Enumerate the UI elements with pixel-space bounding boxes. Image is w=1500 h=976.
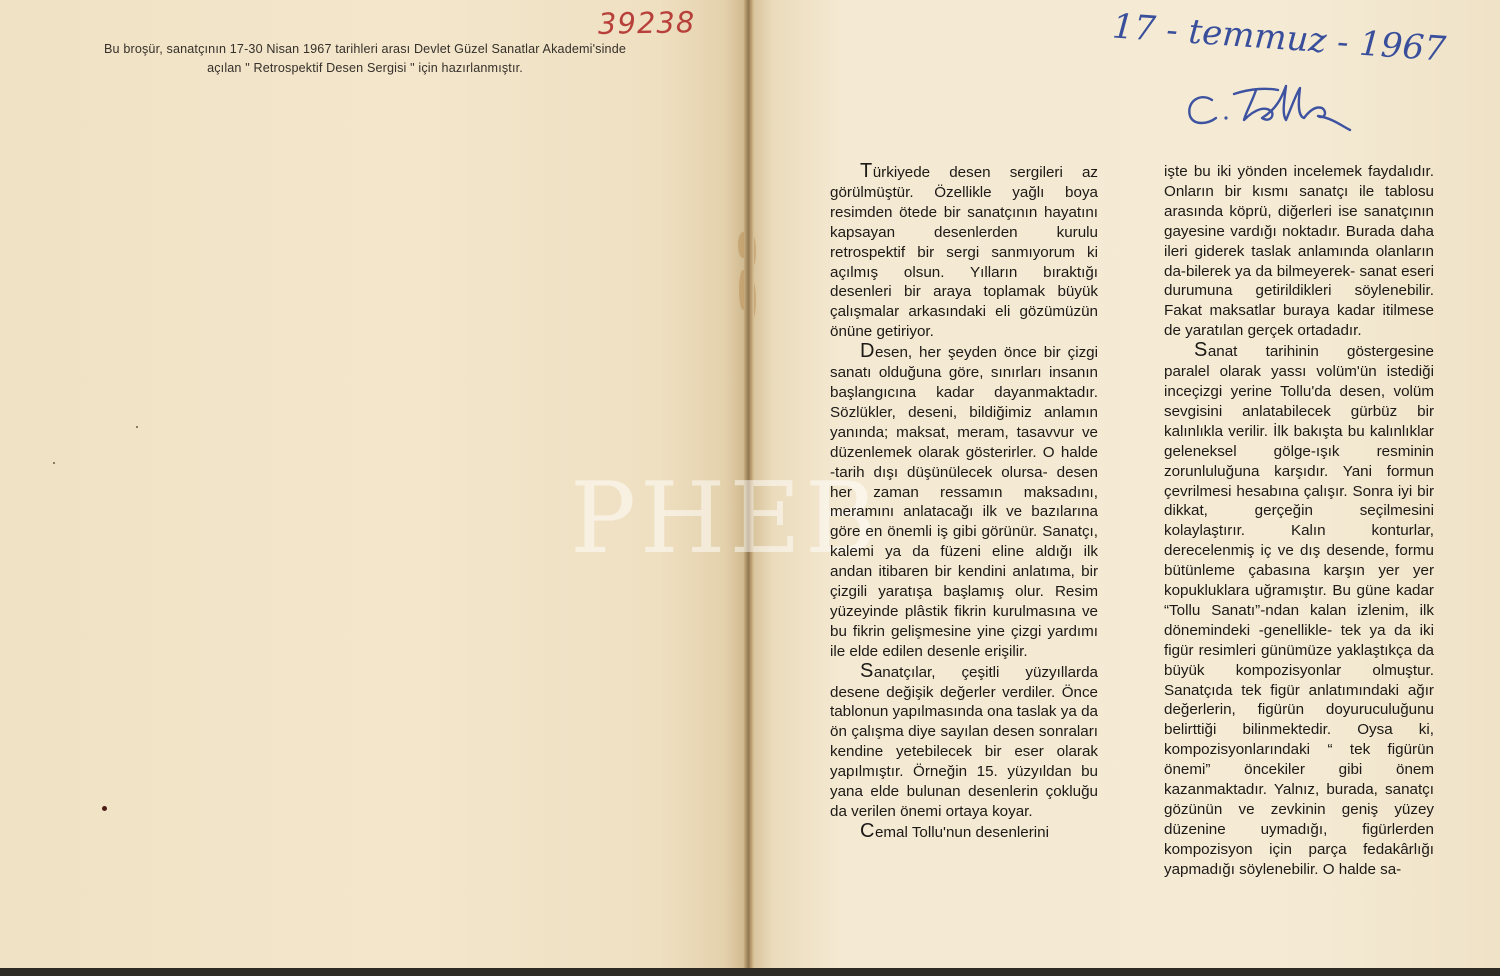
text-column-2 <box>1164 162 1434 880</box>
paragraph-text: ürkiyede desen sergileri az görülmüştür. Özellikle yağlı boya resimden ötede bir sanatçının hayatını kapsayan desenlerden kurulu retrospektif bir sergi sanmıyorum ki açılmış olsun. Yılların bıraktığı desenleri bir araya toplamak büyük çalışmalar arkasındaki eli gözümüzün önüne getiriyor. <box>830 164 1098 341</box>
book-gutter <box>744 0 754 976</box>
drop-initial: C <box>860 819 875 842</box>
brochure-note-line: açılan " Retrospektif Desen Sergisi " için hazırlanmıştır. <box>207 61 523 75</box>
paragraph <box>830 659 1098 822</box>
watermark: PHEB <box>570 462 881 576</box>
paragraph <box>830 342 1098 662</box>
scan-bottom-edge <box>0 968 1500 976</box>
catalog-number: 39238 <box>597 5 696 41</box>
ink-speck <box>136 426 138 428</box>
drop-initial: T <box>860 160 873 182</box>
drop-initial: D <box>860 340 875 363</box>
handwritten-signature-icon <box>1182 78 1354 134</box>
text-column-1 <box>830 162 1098 843</box>
drop-initial: S <box>860 659 874 682</box>
brochure-note <box>40 40 690 78</box>
paragraph-text: anatçılar, çeşitli yüzyıllarda desene değişik değerler verdiler. Önce tablonun yapılmasında ona taslak ya da ön çalışma diye sayılan desen sonraları kendine yetebilecek bir eser olarak yapılmıştır. Örneğin 15. yüzyıldan bu yana elde bulunan desenlerin çokluğu da verilen önemi ortaya koyar. <box>830 663 1098 820</box>
drop-initial: S <box>1194 339 1208 362</box>
left-page <box>0 0 748 970</box>
paragraph <box>1164 162 1434 341</box>
brochure-note-line: Bu broşür, sanatçının 17-30 Nisan 1967 tarihleri arası Devlet Güzel Sanatlar Akademi'sinde <box>103 42 627 56</box>
paragraph <box>830 819 1098 843</box>
handwritten-date: 17 - temmuz - 1967 <box>1111 6 1448 70</box>
paragraph <box>1164 341 1434 879</box>
paragraph-text: işte bu iki yönden incelemek faydalıdır. Onların bir kısmı sanatçı ile tablosu arasında köprü, diğerleri ise sanatçının gayesine vardığı noktadır. Burada daha ileri giderek taslak anlamında olanların da-bilerek ya da bilmeyerek- sanat eseri durumuna getirildikleri söylenebilir. Fakat maksatlar buraya kadar itilmese de yaratılan gerçek ortadadır. <box>1164 163 1434 340</box>
paragraph-text: emal Tollu'nun desenlerini <box>874 823 1049 841</box>
paragraph <box>830 162 1098 342</box>
paragraph-text: esen, her şeyden önce bir çizgi sanatı olduğuna göre, sınırları insanın başlangıcına kadar dayanmaktadır. Sözlükler, deseni, bildiğimiz anlamın yanında; maksat, meram, tasavvur ve düzenlemek olarak gösterirler. O halde -tarih dışı düşünülecek olursa- desen her zaman ressamın maksadını, meramını anlatacağı ilk ve bazılarına göre en önemli iş gibi görünür. Sanatçı, kalemi ya da füzeni eline aldığı ilk andan itibaren bir kendini anlatıma, bir çizgili yaratışa başlamış olur. Resim yüzeyinde plâstik fikrin kurulmasına ve bu fikrin gelişmesine yine çizgi yardımı ile elde edilen desenle erişilir. <box>830 344 1098 660</box>
paragraph-text: anat tarihinin göstergesine paralel olarak yassı volüm'ün istediği inceçizgi yerine Tollu'da desen, volüm sevgisini anlatabilecek gürbüz bir kalınlıkla verilir. İlk bakışta bu kalınlıklar geleneksel gölge-ışık resminin zorunluluğuna karşıdır. Yani formun çevrilmesi hesabına çalışır. Sonra iyi bir dikkat, gerçeğin seçilmesini kolaylaştırır. Kalın konturlar, derecelenmiş iç ve dış desende, formu bütünleme çabasına karşın yer yer kopukluklara uğramıştır. Bu güne kadar “Tollu Sanatı”-ndan kalan izlenim, ilk dönemindeki -genellikle- tek ya da iki figür resimleri günümüze yaklaştıkça da büyük kompozisyonlar olmuştur. Sanatçıda tek figür anlatımındaki ağır değerlerin, figürün doyuruculuğunu belirttiği bilinmektedir. Oysa ki, kompozisyonlarındaki “ tek figürün önemi” öncekiler gibi önem kazanmaktadır. Yalnız, burada, sanatçı gözünün ve zevkinin geniş yüzey düzenine uymadığı, figürlerden kompozisyon için parça fedakârlığı yapmadığı söylenebilir. O halde sa- <box>1164 343 1434 878</box>
ink-speck <box>53 462 55 464</box>
ink-speck <box>102 806 107 811</box>
